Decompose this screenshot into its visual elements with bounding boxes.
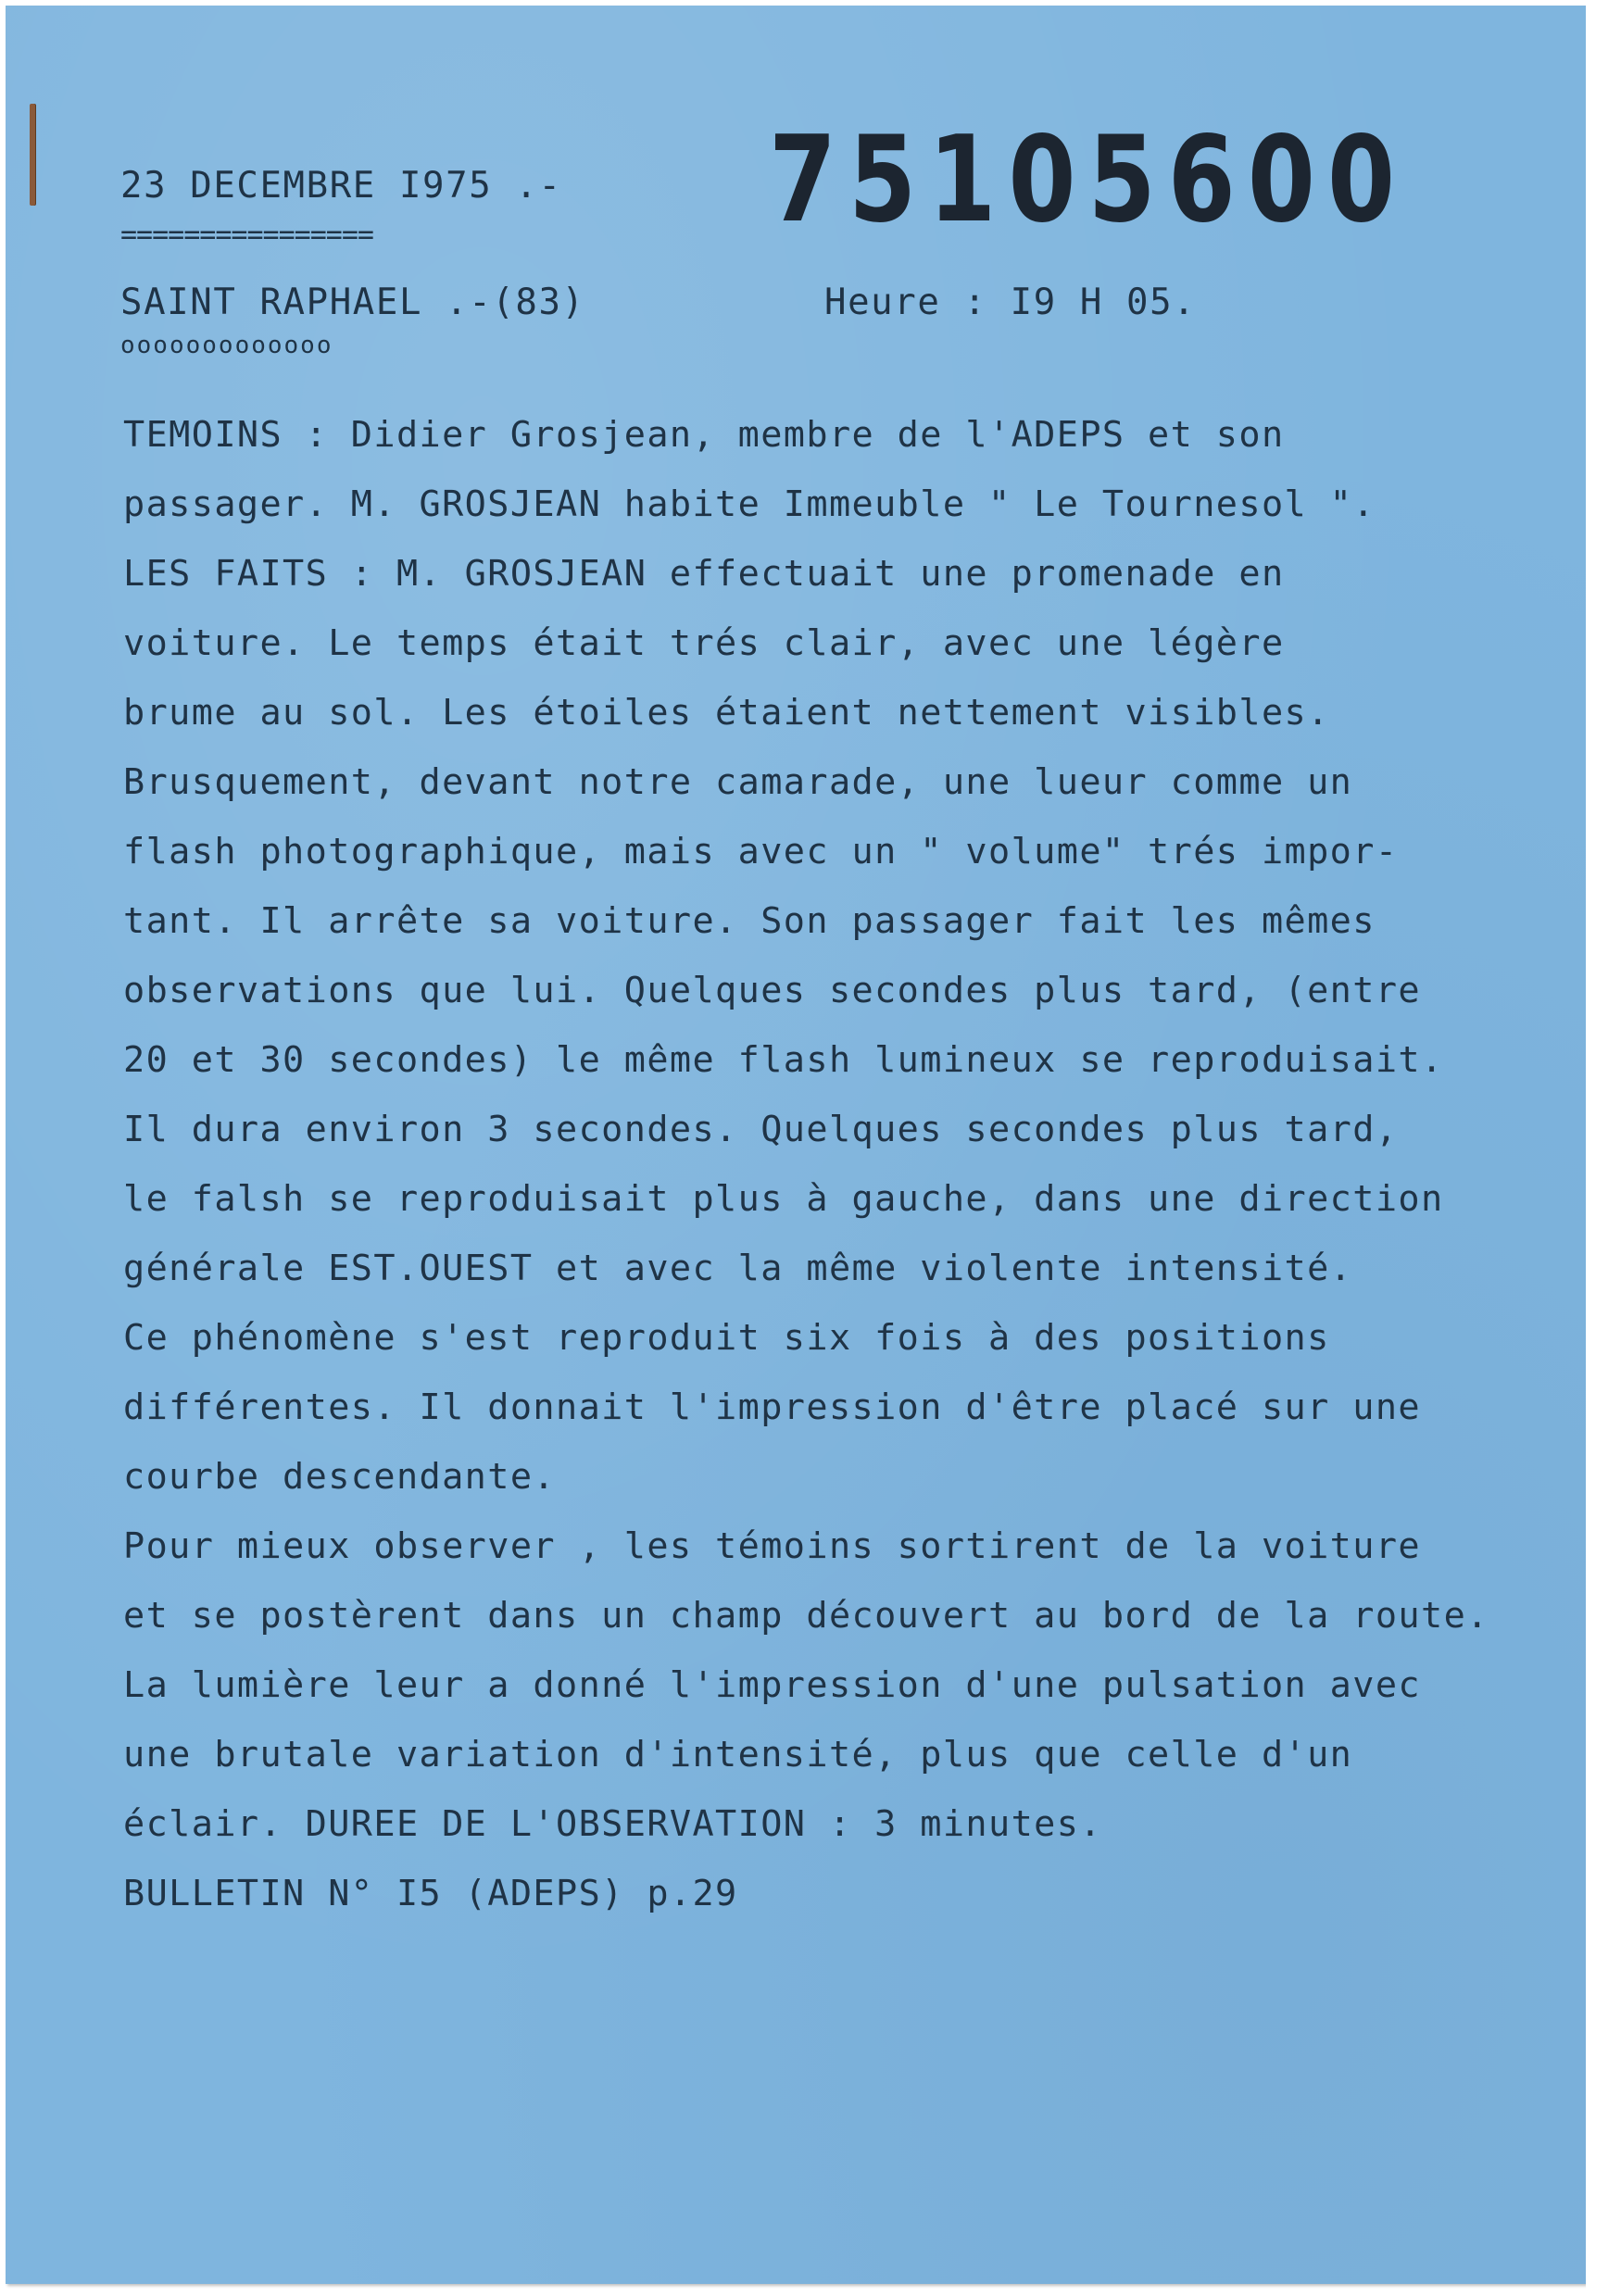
body-line: Brusquement, devant notre camarade, une lueur comme un <box>123 761 1353 803</box>
body-line: brume au sol. Les étoiles étaient nettement visibles. <box>123 692 1330 734</box>
body-line: et se postèrent dans un champ découvert au bord de la route. <box>123 1595 1489 1637</box>
body-line: BULLETIN N° I5 (ADEPS) p.29 <box>123 1873 738 1914</box>
document-place: SAINT RAPHAEL .-(83) <box>120 282 585 323</box>
reference-number-stamp: 75105600 <box>769 111 1408 249</box>
body-line: TEMOINS : Didier Grosjean, membre de l'ADEPS et son <box>123 414 1285 456</box>
body-line: passager. M. GROSJEAN habite Immeuble " Le Tournesol ". <box>123 483 1376 525</box>
body-line: voiture. Le temps était trés clair, avec une légère <box>123 622 1285 664</box>
body-line: observations que lui. Quelques secondes plus tard, (entre <box>123 970 1422 1011</box>
body-line: générale EST.OUEST et avec la même violente intensité. <box>123 1248 1353 1289</box>
staple-mark <box>30 104 35 206</box>
body-line: La lumière leur a donné l'impression d'une pulsation avec <box>123 1664 1422 1706</box>
body-line: tant. Il arrête sa voiture. Son passager fait les mêmes <box>123 900 1376 942</box>
body-line: éclair. DUREE DE L'OBSERVATION : 3 minutes. <box>123 1803 1102 1845</box>
body-line: Pour mieux observer , les témoins sortirent de la voiture <box>123 1525 1422 1567</box>
body-line: flash photographique, mais avec un " volume" trés impor- <box>123 831 1399 872</box>
body-line: le falsh se reproduisait plus à gauche, dans une direction <box>123 1178 1444 1220</box>
scan-margin <box>1586 0 1612 2296</box>
document-date: 23 DECEMBRE I975 .- <box>120 165 562 207</box>
body-line: Ce phénomène s'est reproduit six fois à des positions <box>123 1317 1330 1359</box>
body-line: 20 et 30 secondes) le même flash lumineux se reproduisait. <box>123 1039 1444 1081</box>
report-body <box>123 400 1568 1928</box>
date-underline: ================ <box>120 219 373 251</box>
body-line: courbe descendante. <box>123 1456 557 1498</box>
body-line: une brutale variation d'intensité, plus que celle d'un <box>123 1734 1353 1775</box>
place-underline: ooooooooooooo <box>120 332 333 359</box>
body-line: différentes. Il donnait l'impression d'être placé sur une <box>123 1386 1422 1428</box>
observation-time: Heure : I9 H 05. <box>824 282 1197 323</box>
body-line: LES FAITS : M. GROSJEAN effectuait une promenade en <box>123 553 1285 595</box>
body-line: Il dura environ 3 secondes. Quelques secondes plus tard, <box>123 1109 1399 1150</box>
